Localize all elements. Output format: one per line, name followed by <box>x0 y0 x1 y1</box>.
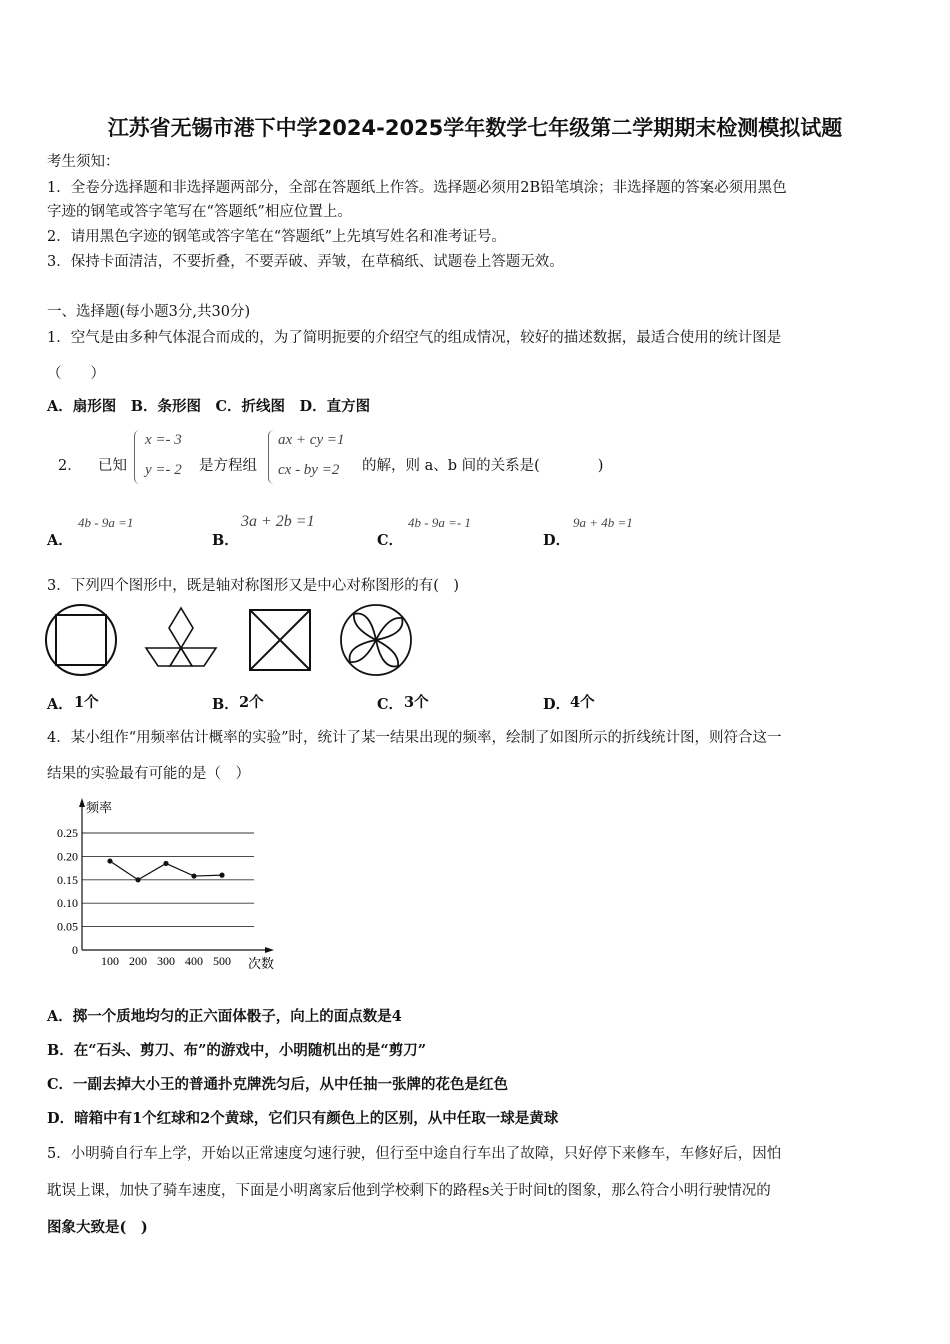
q2-sys1-eq1: x =- 3 <box>145 432 182 448</box>
q2-sys2-eq1: ax + cy =1 <box>278 432 345 448</box>
q2-option-a-expr: 4b - 9a =1 <box>78 515 134 530</box>
data-point <box>163 861 168 866</box>
figure-circle-petals <box>341 605 411 675</box>
y-axis-label: 频率 <box>86 800 113 815</box>
q2-brace-1 <box>134 430 145 484</box>
figure-three-rhombi <box>146 608 216 666</box>
x-tick-label: 400 <box>185 954 203 968</box>
x-tick-label: 200 <box>129 954 147 968</box>
notice-item: 1．全卷分选择题和非选择题两部分，全部在答题纸上作答。选择题必须用2B铅笔填涂；非选择题的答案必须用黑色 <box>47 180 787 196</box>
q3-option-a-text: 1个 <box>74 694 99 711</box>
q4-option-c: C．一副去掉大小王的普通扑克牌洗匀后，从中任抽一张牌的花色是红色 <box>47 1076 509 1093</box>
page-title: 江苏省无锡市港下中学2024-2025学年数学七年级第二学期期末检测模拟试题 <box>107 116 843 140</box>
figure-square-diagonals <box>250 610 310 670</box>
q5-text: 5．小明骑自行车上学，开始以正常速度匀速行驶，但行至中途自行车出了故障，只好停下来修车，车修好后，因怕 <box>47 1146 782 1162</box>
q2-number: 2． <box>58 458 82 474</box>
q1-text: 1．空气是由多种气体混合而成的，为了简明扼要的介绍空气的组成情况，较好的描述数据，最适合使用的统计图是 <box>47 330 782 346</box>
figure-circle-square <box>46 605 116 675</box>
q3-option-d-text: 4个 <box>570 694 595 711</box>
q2-sys2-eq2: cx - by =2 <box>278 462 340 478</box>
q2-text-a: 已知 <box>98 458 127 474</box>
q2-option-a-letter: A． <box>47 532 73 549</box>
q1-options: A．扇形图 B．条形图 C．折线图 D．直方图 <box>47 398 371 415</box>
q2-sys1-eq2: y =- 2 <box>145 462 182 478</box>
notice-heading: 考生须知： <box>47 154 120 170</box>
q3-option-b-text: 2个 <box>239 694 264 711</box>
x-tick-label: 500 <box>213 954 231 968</box>
y-tick-label: 0.25 <box>57 826 78 840</box>
q5-text-2: 耽误上课，加快了骑车速度，下面是小明离家后他到学校剩下的路程s关于时间t的图象，那么符合小明行驶情况的 <box>47 1183 771 1199</box>
notice-item: 字迹的钢笔或答字笔写在“答题纸”相应位置上。 <box>47 204 352 220</box>
q4-text-2: 结果的实验最有可能的是（ ） <box>47 766 250 782</box>
q3-option-a-letter: A． <box>47 696 73 713</box>
q1-bracket: （ ） <box>47 366 105 382</box>
q2-text-c: 的解，则 a、b 间的关系是( ) <box>362 458 604 474</box>
y-tick-label: 0.10 <box>57 896 78 911</box>
y-tick-label: 0 <box>72 943 78 957</box>
q3-option-b-letter: B． <box>212 696 239 713</box>
q5-text-3: 图象大致是( ) <box>47 1219 148 1236</box>
q3-option-c-text: 3个 <box>404 694 429 711</box>
y-axis-arrow <box>79 798 85 807</box>
x-tick-label: 100 <box>101 954 119 968</box>
x-axis-arrow <box>265 947 274 953</box>
y-tick-label: 0.20 <box>57 849 78 864</box>
y-tick-label: 0.15 <box>57 872 78 887</box>
q4-option-b: B．在“石头、剪刀、布”的游戏中，小明随机出的是“剪刀” <box>47 1042 427 1059</box>
q3-text: 3．下列四个图形中，既是轴对称图形又是中心对称图形的有( ) <box>47 578 460 594</box>
q2-text-b: 是方程组 <box>199 458 257 474</box>
q2-option-b-letter: B． <box>212 532 239 549</box>
q2-option-d-expr: 9a + 4b =1 <box>573 515 633 530</box>
q2-option-c-letter: C． <box>377 532 404 549</box>
data-point <box>107 858 112 863</box>
q2-option-b-expr: 3a + 2b =1 <box>241 513 315 530</box>
q4-text: 4．某小组作“用频率估计概率的实验”时，统计了某一结果出现的频率，绘制了如图所示的折线统计图，则符合这一 <box>47 730 782 746</box>
q2-option-d-letter: D． <box>543 532 571 549</box>
q3-option-d-letter: D． <box>543 696 571 713</box>
q4-option-a: A．掷一个质地均匀的正六面体骰子，向上的面点数是4 <box>47 1008 402 1025</box>
q3-figures <box>40 600 420 682</box>
data-point <box>135 877 140 882</box>
notice-item: 3．保持卡面清洁，不要折叠，不要弄破、弄皱，在草稿纸、试题卷上答题无效。 <box>47 254 564 270</box>
q2-option-c-expr: 4b - 9a =- 1 <box>408 515 471 530</box>
notice-item: 2．请用黑色字迹的钢笔或答字笔在“答题纸”上先填写姓名和准考证号。 <box>47 229 507 245</box>
data-point <box>219 873 224 878</box>
y-tick-label: 0.05 <box>57 919 78 934</box>
x-axis-label: 次数 <box>248 956 275 971</box>
frequency-line-chart <box>40 795 290 975</box>
data-point <box>191 873 196 878</box>
x-tick-label: 300 <box>157 954 175 968</box>
q4-option-d: D．暗箱中有1个红球和2个黄球，它们只有颜色上的区别，从中任取一球是黄球 <box>47 1110 559 1127</box>
section-heading: 一、选择题(每小题3分,共30分) <box>47 304 251 320</box>
q3-option-c-letter: C． <box>377 696 404 713</box>
